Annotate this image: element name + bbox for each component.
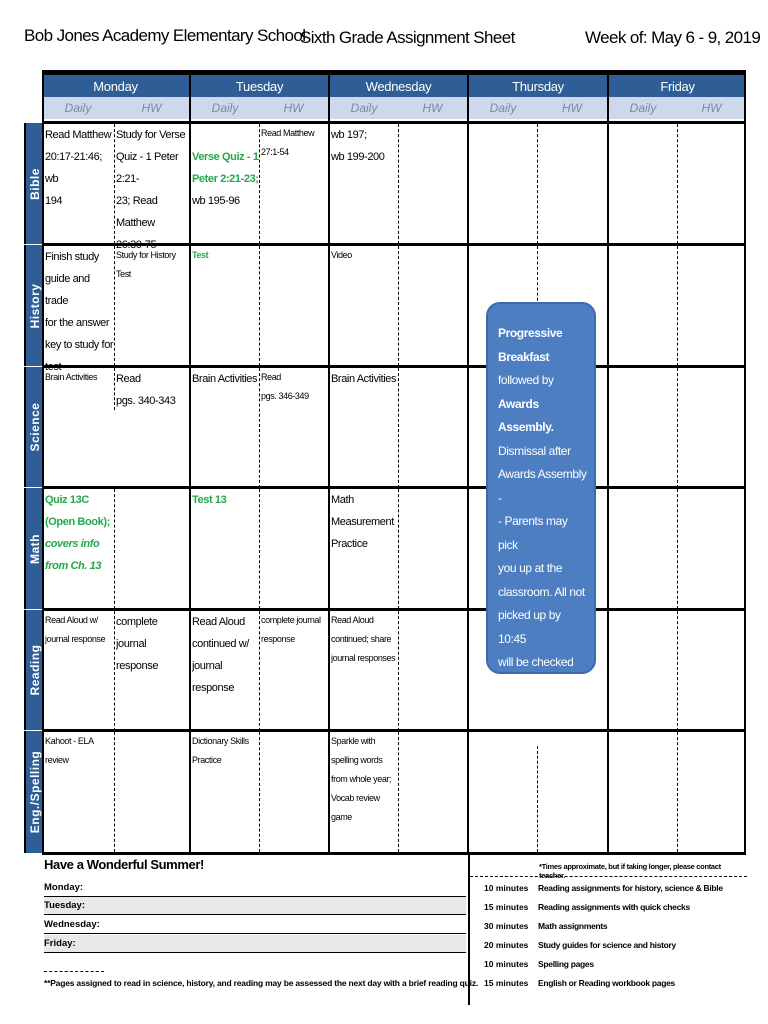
daily-hw-separator bbox=[677, 246, 678, 366]
daily-hw-separator bbox=[398, 368, 399, 488]
cell-reading-mon-hw: complete journal response bbox=[116, 616, 159, 672]
weekday-note-line: Wednesday: bbox=[44, 916, 466, 934]
footnote-rule bbox=[44, 971, 104, 972]
daily-hw-separator bbox=[259, 611, 260, 731]
daily-hw-separator bbox=[398, 124, 399, 244]
cell-spelling-wed-daily: Sparkle with spelling words from whole year; Vocab review game bbox=[331, 736, 392, 822]
subheader-hw: HW bbox=[677, 97, 746, 119]
cell-math-wed-daily: Math Measurement Practice bbox=[331, 494, 394, 550]
category-eng-spelling: Eng./Spelling bbox=[24, 731, 44, 853]
subheader-daily: Daily bbox=[330, 97, 398, 119]
daily-hw-separator bbox=[677, 611, 678, 731]
weekday-note-line: Tuesday: bbox=[44, 897, 466, 915]
daily-hw-separator bbox=[398, 489, 399, 609]
cell-spelling-tue-daily: Dictionary Skills Practice bbox=[192, 736, 249, 765]
time-estimate-row: 30 minutes Math assignments bbox=[484, 921, 608, 931]
time-estimate-row: 15 minutes English or Reading workbook pages bbox=[484, 978, 675, 988]
daily-hw-separator bbox=[677, 489, 678, 609]
daily-hw-separator bbox=[259, 368, 260, 488]
weekday-note-line: Friday: bbox=[44, 935, 466, 953]
daily-hw-separator bbox=[398, 246, 399, 366]
subheader-daily: Daily bbox=[42, 97, 114, 119]
cell-history-wed-daily: Video bbox=[331, 250, 352, 260]
subheader-hw: HW bbox=[259, 97, 328, 119]
time-estimate-row: 10 minutes Reading assignments for history, science & Bible bbox=[484, 883, 723, 893]
category-reading: Reading bbox=[24, 610, 44, 730]
time-estimate-row: 15 minutes Reading assignments with quick checks bbox=[484, 902, 690, 912]
cell-science-mon-hw: Read pgs. 340-343 bbox=[116, 373, 176, 407]
daily-hw-separator bbox=[677, 368, 678, 488]
subheader-daily: Daily bbox=[191, 97, 259, 119]
cell-science-tue-hw: Read pgs. 346-349 bbox=[261, 372, 309, 401]
category-science: Science bbox=[24, 367, 44, 487]
cell-history-mon-hw: Study for History Test bbox=[116, 250, 176, 279]
cell-science-mon-daily: Brain Activities bbox=[45, 372, 98, 382]
daily-hw-separator bbox=[537, 246, 538, 306]
day-header-monday: Monday bbox=[42, 72, 189, 99]
cell-spelling-mon-daily: Kahoot - ELA review bbox=[45, 736, 94, 765]
bottom-section bbox=[42, 855, 747, 1005]
cell-science-wed-daily: Brain Activities bbox=[331, 373, 397, 385]
column-divider bbox=[42, 70, 44, 855]
category-math: Math bbox=[24, 488, 44, 609]
cell-bible-wed-daily: wb 197; wb 199-200 bbox=[331, 129, 385, 163]
column-divider bbox=[467, 70, 469, 855]
daily-hw-separator bbox=[677, 124, 678, 244]
column-divider bbox=[328, 70, 330, 855]
times-rule bbox=[470, 876, 747, 877]
cell-reading-mon-daily: Read Aloud w/ journal response bbox=[45, 615, 106, 644]
daily-hw-separator bbox=[677, 732, 678, 852]
cell-science-tue-daily: Brain Activities bbox=[192, 373, 258, 385]
assignment-grid bbox=[24, 70, 746, 855]
subheader-daily: Daily bbox=[469, 97, 537, 119]
cell-reading-tue-hw: complete journal response bbox=[261, 615, 321, 644]
cell-reading-wed-daily: Read Aloud continued; share journal responses bbox=[331, 615, 396, 663]
cell-history-mon-daily: Finish study guide and trade for the answer key to study for test bbox=[45, 251, 114, 373]
subheader-daily: Daily bbox=[609, 97, 677, 119]
reading-quiz-footnote: **Pages assigned to read in science, history, and reading may be assessed the next day with a brief reading quiz. bbox=[44, 978, 479, 988]
summer-message: Have a Wonderful Summer! bbox=[44, 857, 204, 872]
time-estimate-row: 10 minutes Spelling pages bbox=[484, 959, 594, 969]
cell-bible-mon-hw: Study for Verse Quiz - 1 Peter 2:21- 23; Read Matthew 26:30-75 bbox=[116, 129, 186, 251]
times-note: *Times approximate, but if taking longer, please contact teacher. bbox=[539, 862, 721, 880]
cell-bible-mon-daily: Read Matthew 20:17-21:46; wb 194 bbox=[45, 129, 112, 207]
daily-hw-separator bbox=[398, 732, 399, 852]
day-header-thursday: Thursday bbox=[469, 72, 607, 99]
category-history: History bbox=[24, 245, 44, 366]
day-header-wednesday: Wednesday bbox=[330, 72, 467, 99]
category-bible: Bible bbox=[24, 123, 44, 244]
column-divider bbox=[744, 70, 746, 855]
daily-hw-separator bbox=[537, 124, 538, 244]
daily-hw-separator bbox=[259, 124, 260, 244]
cell-math-mon-daily: Quiz 13C (Open Book); covers info from Ch. 13 bbox=[45, 494, 110, 572]
day-header-tuesday: Tuesday bbox=[191, 72, 328, 99]
weekday-note-line: Monday: bbox=[44, 879, 466, 897]
column-divider bbox=[607, 70, 609, 855]
day-header-friday: Friday bbox=[609, 72, 746, 99]
cell-bible-tue-daily: Verse Quiz - 1 Peter 2:21-23; wb 195-96 bbox=[192, 151, 259, 207]
cell-bible-tue-hw: Read Matthew 27:1-54 bbox=[261, 128, 315, 157]
subheader-hw: HW bbox=[398, 97, 467, 119]
cell-history-tue-daily: Test bbox=[192, 250, 209, 260]
cell-reading-tue-daily: Read Aloud continued w/ journal response bbox=[192, 616, 249, 694]
sheet-title: Sixth Grade Assignment Sheet bbox=[300, 28, 515, 47]
daily-hw-separator bbox=[537, 746, 538, 852]
daily-hw-separator bbox=[259, 732, 260, 852]
week-label: Week of: May 6 - 9, 2019 bbox=[585, 28, 761, 47]
subheader-hw: HW bbox=[114, 97, 189, 119]
daily-hw-separator bbox=[398, 611, 399, 731]
thursday-announcement: Progressive Breakfast followed by Awards Assembly. Dismissal after Awards Assembly - - Parents may pick you up at the classroom. All not picked up by 10:45 will be checked into Late Stay. bbox=[486, 302, 596, 674]
school-name: Bob Jones Academy Elementary School bbox=[24, 26, 306, 45]
daily-hw-separator bbox=[259, 246, 260, 366]
cell-math-tue-daily: Test 13 bbox=[192, 494, 227, 506]
subheader-hw: HW bbox=[537, 97, 607, 119]
time-estimate-row: 20 minutes Study guides for science and history bbox=[484, 940, 676, 950]
daily-hw-separator bbox=[259, 489, 260, 609]
